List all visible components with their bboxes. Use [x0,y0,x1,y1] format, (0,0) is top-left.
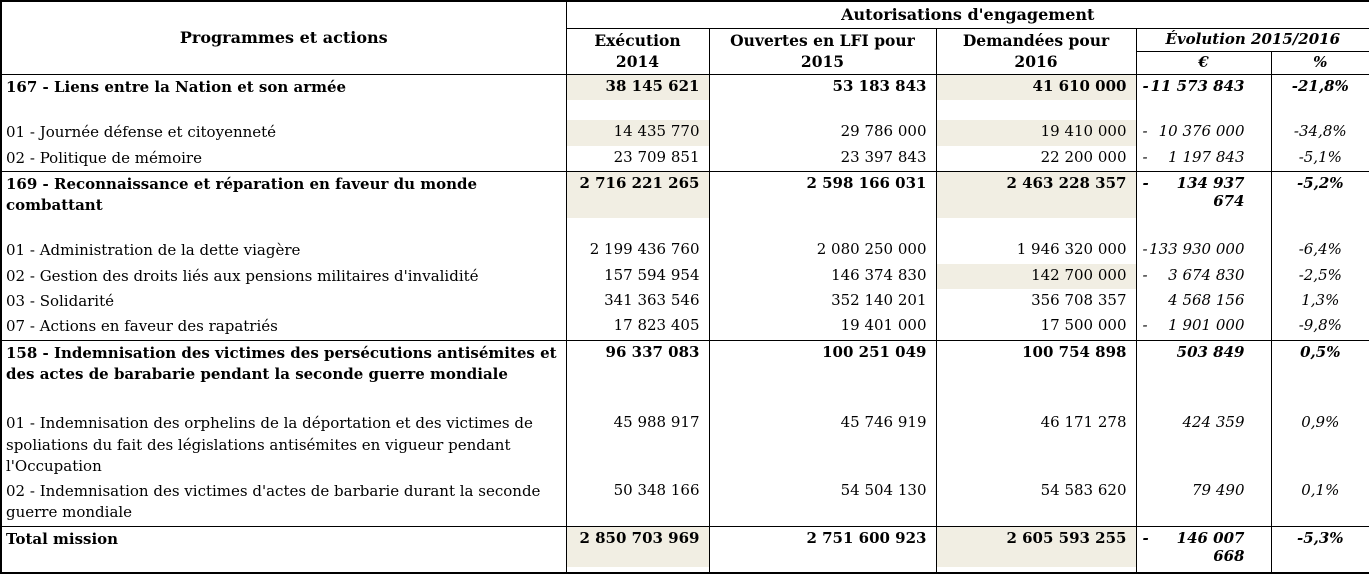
table-row [1,314,1369,340]
cell-lfi-2015: 23 397 843 [709,146,936,172]
evolution-value: 3 674 830 [1168,265,1245,284]
cell-evolution-percent: -21,8% [1271,75,1369,101]
minus-sign: - [1142,173,1149,192]
cell-execution-2014 [566,218,709,238]
cell-execution-2014 [566,100,709,120]
minus-sign: - [1142,240,1148,259]
cell-demandees-2016: 46 171 278 [936,411,1136,479]
cell-evolution-euro [1136,289,1271,314]
evolution-value: 146 007 668 [1176,528,1245,565]
header-ouvertes-lfi-2015: Ouvertes en LFI pour 2015 [709,29,936,75]
cell-demandees-2016: 41 610 000 [936,75,1136,101]
cell-program-label: 02 - Indemnisation des victimes d'actes de barbarie durant la seconde guerre mondiale [1,479,566,526]
table-row [1,289,1369,314]
cell-evolution-euro [1136,264,1271,289]
evolution-value: 79 490 [1192,481,1245,500]
table-row [1,171,1369,218]
cell-program-label [1,100,566,120]
evolution-value: 10 376 000 [1158,122,1245,141]
cell-program-label: 01 - Indemnisation des orphelins de la déportation et des victimes de spoliations du fait des législations antisémites en vigueur pendant l'Occupation [1,411,566,479]
cell-program-label [1,387,566,411]
cell-execution-2014 [566,567,709,573]
cell-evolution-percent: -2,5% [1271,264,1369,289]
table-row [1,120,1369,145]
cell-evolution-percent [1271,100,1369,120]
cell-program-label: 169 - Reconnaissance et réparation en faveur du monde combattant [1,171,566,218]
cell-execution-2014: 2 716 221 265 [566,171,709,218]
cell-execution-2014: 50 348 166 [566,479,709,526]
cell-evolution-euro [1136,218,1271,238]
header-programmes-actions: Programmes et actions [1,1,566,75]
cell-demandees-2016: 19 410 000 [936,120,1136,145]
cell-lfi-2015: 45 746 919 [709,411,936,479]
cell-lfi-2015: 2 598 166 031 [709,171,936,218]
table-header [1,1,1369,75]
cell-program-label: 07 - Actions en faveur des rapatriés [1,314,566,340]
evolution-value: 503 849 [1176,342,1245,361]
cell-lfi-2015: 29 786 000 [709,120,936,145]
cell-execution-2014: 23 709 851 [566,146,709,172]
cell-demandees-2016 [936,100,1136,120]
cell-evolution-percent: 0,9% [1271,411,1369,479]
minus-sign: - [1142,316,1148,335]
cell-evolution-euro [1136,479,1271,526]
evolution-value: 4 568 156 [1168,291,1245,310]
table-row [1,75,1369,101]
cell-lfi-2015: 2 080 250 000 [709,238,936,263]
spacer-row [1,387,1369,411]
table-row [1,479,1369,526]
cell-demandees-2016: 356 708 357 [936,289,1136,314]
cell-demandees-2016: 2 605 593 255 [936,526,1136,567]
cell-lfi-2015: 54 504 130 [709,479,936,526]
cell-program-label: 03 - Solidarité [1,289,566,314]
cell-evolution-euro [1136,171,1271,218]
minus-sign: - [1142,528,1149,547]
cell-program-label: 158 - Indemnisation des victimes des persécutions antisémites et des actes de barabarie pendant la seconde guerre mondiale [1,340,566,387]
header-percent-unit: % [1271,52,1369,75]
cell-lfi-2015 [709,218,936,238]
cell-evolution-percent [1271,218,1369,238]
cell-lfi-2015: 2 751 600 923 [709,526,936,567]
cell-lfi-2015: 146 374 830 [709,264,936,289]
cell-execution-2014: 38 145 621 [566,75,709,101]
cell-evolution-euro [1136,411,1271,479]
spacer-row [1,567,1369,573]
cell-program-label [1,218,566,238]
cell-evolution-percent: -5,1% [1271,146,1369,172]
cell-execution-2014: 341 363 546 [566,289,709,314]
evolution-value: 134 937 674 [1176,173,1245,210]
cell-lfi-2015: 100 251 049 [709,340,936,387]
cell-demandees-2016: 1 946 320 000 [936,238,1136,263]
cell-evolution-euro [1136,238,1271,263]
cell-execution-2014: 45 988 917 [566,411,709,479]
minus-sign: - [1142,77,1149,95]
cell-demandees-2016: 22 200 000 [936,146,1136,172]
cell-program-label: 01 - Journée défense et citoyenneté [1,120,566,145]
cell-execution-2014 [566,387,709,411]
cell-evolution-percent: -9,8% [1271,314,1369,340]
cell-demandees-2016: 2 463 228 357 [936,171,1136,218]
table-row [1,340,1369,387]
cell-lfi-2015: 53 183 843 [709,75,936,101]
cell-program-label: 02 - Politique de mémoire [1,146,566,172]
cell-evolution-percent [1271,387,1369,411]
cell-lfi-2015 [709,387,936,411]
cell-evolution-percent: 0,5% [1271,340,1369,387]
cell-evolution-euro [1136,100,1271,120]
cell-evolution-percent: -6,4% [1271,238,1369,263]
cell-evolution-euro [1136,75,1271,101]
cell-program-label: 167 - Liens entre la Nation et son armée [1,75,566,101]
cell-program-label: Total mission [1,526,566,567]
cell-execution-2014: 14 435 770 [566,120,709,145]
cell-program-label: 02 - Gestion des droits liés aux pensions militaires d'invalidité [1,264,566,289]
cell-evolution-percent: 0,1% [1271,479,1369,526]
table-row [1,264,1369,289]
evolution-value: 133 930 000 [1149,240,1245,259]
cell-demandees-2016: 54 583 620 [936,479,1136,526]
spacer-row [1,100,1369,120]
cell-execution-2014: 2 199 436 760 [566,238,709,263]
cell-program-label: 01 - Administration de la dette viagère [1,238,566,263]
cell-evolution-percent [1271,567,1369,573]
cell-demandees-2016: 17 500 000 [936,314,1136,340]
header-execution-2014: Exécution 2014 [566,29,709,75]
cell-evolution-euro [1136,120,1271,145]
table-row [1,238,1369,263]
spacer-row [1,218,1369,238]
cell-lfi-2015: 19 401 000 [709,314,936,340]
cell-demandees-2016: 100 754 898 [936,340,1136,387]
table-body [1,75,1369,573]
cell-evolution-euro [1136,340,1271,387]
cell-evolution-percent: 1,3% [1271,289,1369,314]
cell-demandees-2016: 142 700 000 [936,264,1136,289]
cell-evolution-euro [1136,314,1271,340]
cell-execution-2014: 157 594 954 [566,264,709,289]
table-row [1,146,1369,172]
minus-sign: - [1142,147,1148,166]
header-row-group [1,1,1369,29]
cell-evolution-euro [1136,567,1271,573]
cell-lfi-2015 [709,567,936,573]
table-row [1,411,1369,479]
cell-evolution-percent: -5,2% [1271,171,1369,218]
cell-execution-2014: 96 337 083 [566,340,709,387]
evolution-value: 1 901 000 [1168,316,1245,335]
evolution-value: 11 573 843 [1150,77,1245,95]
evolution-value: 1 197 843 [1168,147,1245,166]
header-autorisations-engagement: Autorisations d'engagement [566,1,1369,29]
header-evolution-2015-2016: Évolution 2015/2016 [1136,29,1369,52]
minus-sign: - [1142,122,1148,141]
cell-evolution-percent: -5,3% [1271,526,1369,567]
cell-lfi-2015: 352 140 201 [709,289,936,314]
evolution-value: 424 359 [1182,413,1245,432]
cell-program-label [1,567,566,573]
header-euro-unit: € [1136,52,1271,75]
cell-evolution-euro [1136,387,1271,411]
cell-evolution-percent: -34,8% [1271,120,1369,145]
header-demandees-2016: Demandées pour 2016 [936,29,1136,75]
cell-demandees-2016 [936,567,1136,573]
cell-demandees-2016 [936,218,1136,238]
minus-sign: - [1142,265,1148,284]
cell-lfi-2015 [709,100,936,120]
cell-evolution-euro [1136,146,1271,172]
cell-execution-2014: 2 850 703 969 [566,526,709,567]
cell-execution-2014: 17 823 405 [566,314,709,340]
cell-demandees-2016 [936,387,1136,411]
